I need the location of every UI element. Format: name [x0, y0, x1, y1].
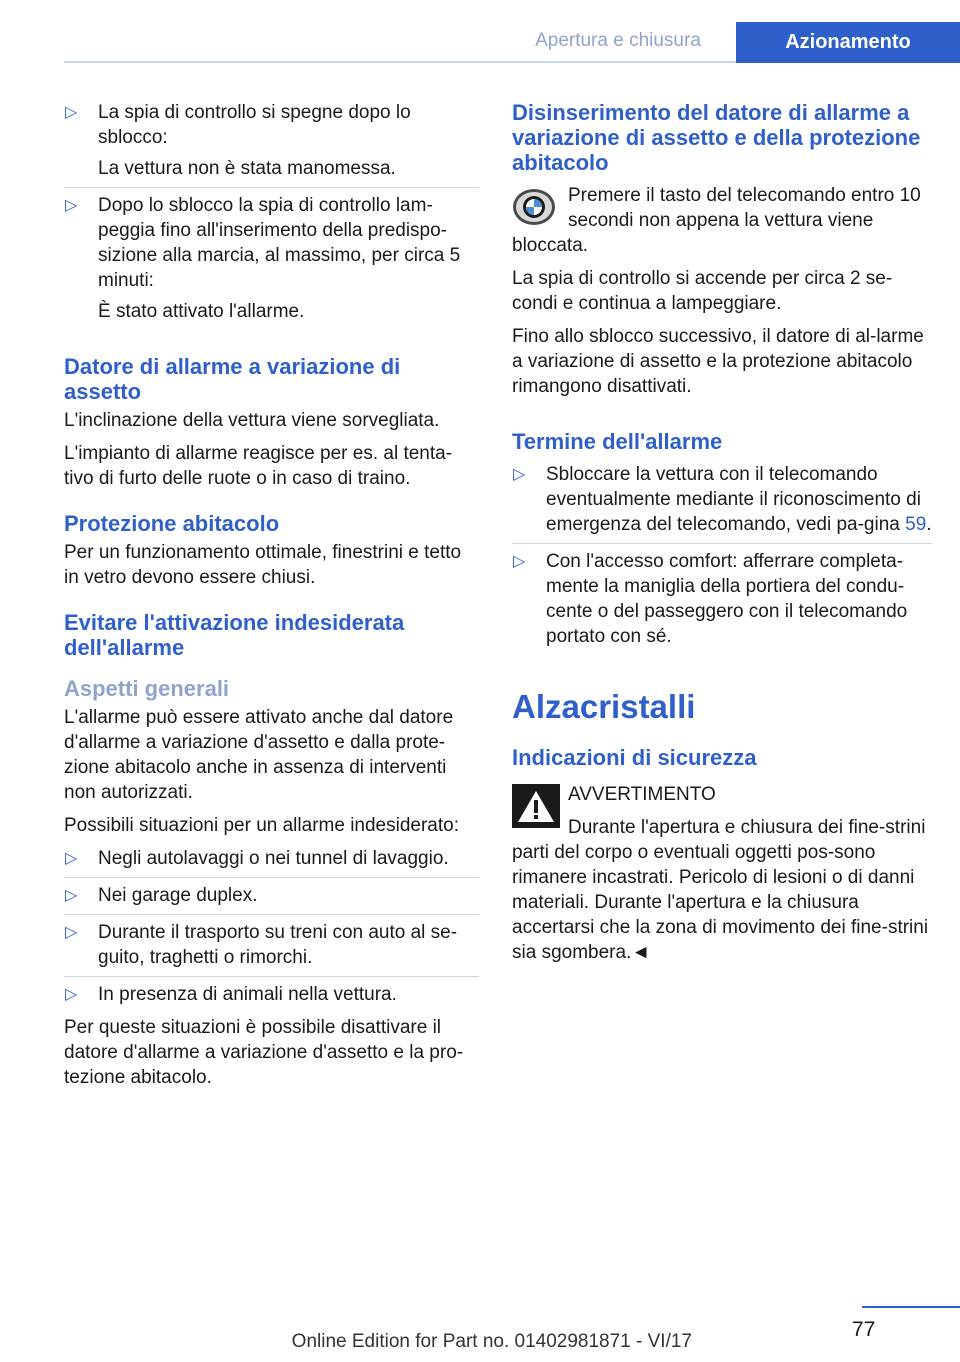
- page-link[interactable]: 59: [905, 514, 927, 535]
- list-item-subtext: È stato attivato l'allarme.: [98, 301, 305, 322]
- paragraph: Possibili situazioni per un allarme indesiderato:: [64, 815, 459, 836]
- triangle-bullet-icon: ▷: [65, 986, 78, 1003]
- triangle-bullet-icon: ▷: [65, 887, 78, 904]
- paragraph: [512, 183, 932, 258]
- list-item-text: Sbloccare la vettura con il telecomando eventualmente mediante il riconoscimento di emergenza del telecomando, vedi pa-gina: [546, 464, 921, 535]
- page-number: 77: [852, 1318, 876, 1341]
- list-item: [64, 100, 479, 181]
- triangle-bullet-icon: ▷: [65, 197, 78, 214]
- list-item: [64, 914, 479, 970]
- paragraph-text: Premere il tasto del telecomando entro 10 secondi non appena la vettura viene bloccata.: [512, 185, 921, 256]
- header-tab-active[interactable]: Azionamento: [736, 22, 960, 63]
- footer-edition: Online Edition for Part no. 01402981871 - VI/17: [291, 1331, 692, 1352]
- warning-block: [512, 782, 932, 965]
- list-item-subtext: La vettura non è stata manomessa.: [98, 158, 396, 179]
- triangle-bullet-icon: ▷: [513, 553, 526, 570]
- paragraph: Fino allo sblocco successivo, il datore di al-larme a variazione di assetto e la protezione abitacolo rimangono disattivati.: [512, 326, 924, 397]
- list-item-text: Con l'accesso comfort: afferrare completa-mente la maniglia della portiera del condu-cente o del passeggero con il telecomando portato con sé.: [546, 551, 908, 647]
- heading-general-aspects: Aspetti generali: [64, 676, 230, 701]
- list-item: [64, 976, 479, 1007]
- list-item-text: Negli autolavaggi o nei tunnel di lavaggio.: [98, 848, 449, 869]
- warning-title: AVVERTIMENTO: [568, 784, 716, 805]
- triangle-bullet-icon: ▷: [513, 466, 526, 483]
- false-alarm-list: [64, 846, 479, 1007]
- heading-power-windows: Alzacristalli: [512, 688, 696, 725]
- paragraph: Per un funzionamento ottimale, finestrini e tetto in vetro devono essere chiusi.: [64, 542, 462, 588]
- list-item-text: In presenza di animali nella vettura.: [98, 984, 397, 1005]
- list-item-tail: .: [926, 514, 932, 535]
- alarm-end-list: [512, 462, 932, 649]
- heading-disable-alarm: Disinserimento del datore di allarme a variazione di assetto e della protezione abitacolo: [512, 100, 921, 175]
- heading-safety-notes: Indicazioni di sicurezza: [512, 745, 757, 770]
- paragraph: L'impianto di allarme reagisce per es. al tenta-tivo di furto delle ruote o in caso di traino.: [64, 443, 453, 489]
- list-item: [512, 462, 932, 537]
- paragraph: Per queste situazioni è possibile disattivare il datore d'allarme a variazione d'assetto e la pro-tezione abitacolo.: [64, 1017, 464, 1088]
- list-item: [64, 846, 479, 871]
- heading-interior-protection: Protezione abitacolo: [64, 511, 280, 536]
- triangle-bullet-icon: ▷: [65, 850, 78, 867]
- warning-text: Durante l'apertura e chiusura dei fine-strini parti del corpo o eventuali oggetti pos-sono rimanere incastrati. Pericolo di lesioni o di danni materiali. Durante l'apertura e la chiusura accertarsi che la zona di movimento dei fine-strini sia sgombera.◄: [512, 817, 929, 963]
- list-item: [512, 543, 932, 649]
- footer-rule: [862, 1306, 960, 1308]
- list-item: [64, 187, 479, 324]
- paragraph: L'inclinazione della vettura viene sorvegliata.: [64, 410, 440, 431]
- heading-avoid-false-alarm: Evitare l'attivazione indesiderata dell'allarme: [64, 610, 405, 660]
- list-item: [64, 877, 479, 908]
- left-column: [64, 100, 479, 1098]
- paragraph: L'allarme può essere attivato anche dal datore d'allarme a variazione d'assetto e dalla prote-zione abitacolo anche in assenza di interventi non autorizzati.: [64, 707, 454, 803]
- paragraph: La spia di controllo si accende per circa 2 se-condi e continua a lampeggiare.: [512, 268, 893, 314]
- header-section-title[interactable]: Apertura e chiusura: [535, 30, 701, 51]
- triangle-bullet-icon: ▷: [65, 924, 78, 941]
- bmw-key-button-icon: [512, 187, 556, 227]
- heading-tilt-alarm: Datore di allarme a variazione di assetto: [64, 354, 401, 404]
- triangle-bullet-icon: ▷: [65, 104, 78, 121]
- list-item-text: Dopo lo sblocco la spia di controllo lam-peggia fino all'inserimento della predispo-sizione alla marcia, al massimo, per circa 5 minuti:: [98, 195, 461, 291]
- right-column: [512, 100, 932, 973]
- list-item-text: Nei garage duplex.: [98, 885, 258, 906]
- status-list: [64, 100, 479, 324]
- warning-triangle-icon: [512, 784, 560, 828]
- list-item-text: Durante il trasporto su treni con auto al se-guito, traghetti o rimorchi.: [98, 922, 458, 968]
- list-item-text: La spia di controllo si spegne dopo lo sblocco:: [98, 102, 411, 148]
- heading-alarm-end: Termine dell'allarme: [512, 429, 723, 454]
